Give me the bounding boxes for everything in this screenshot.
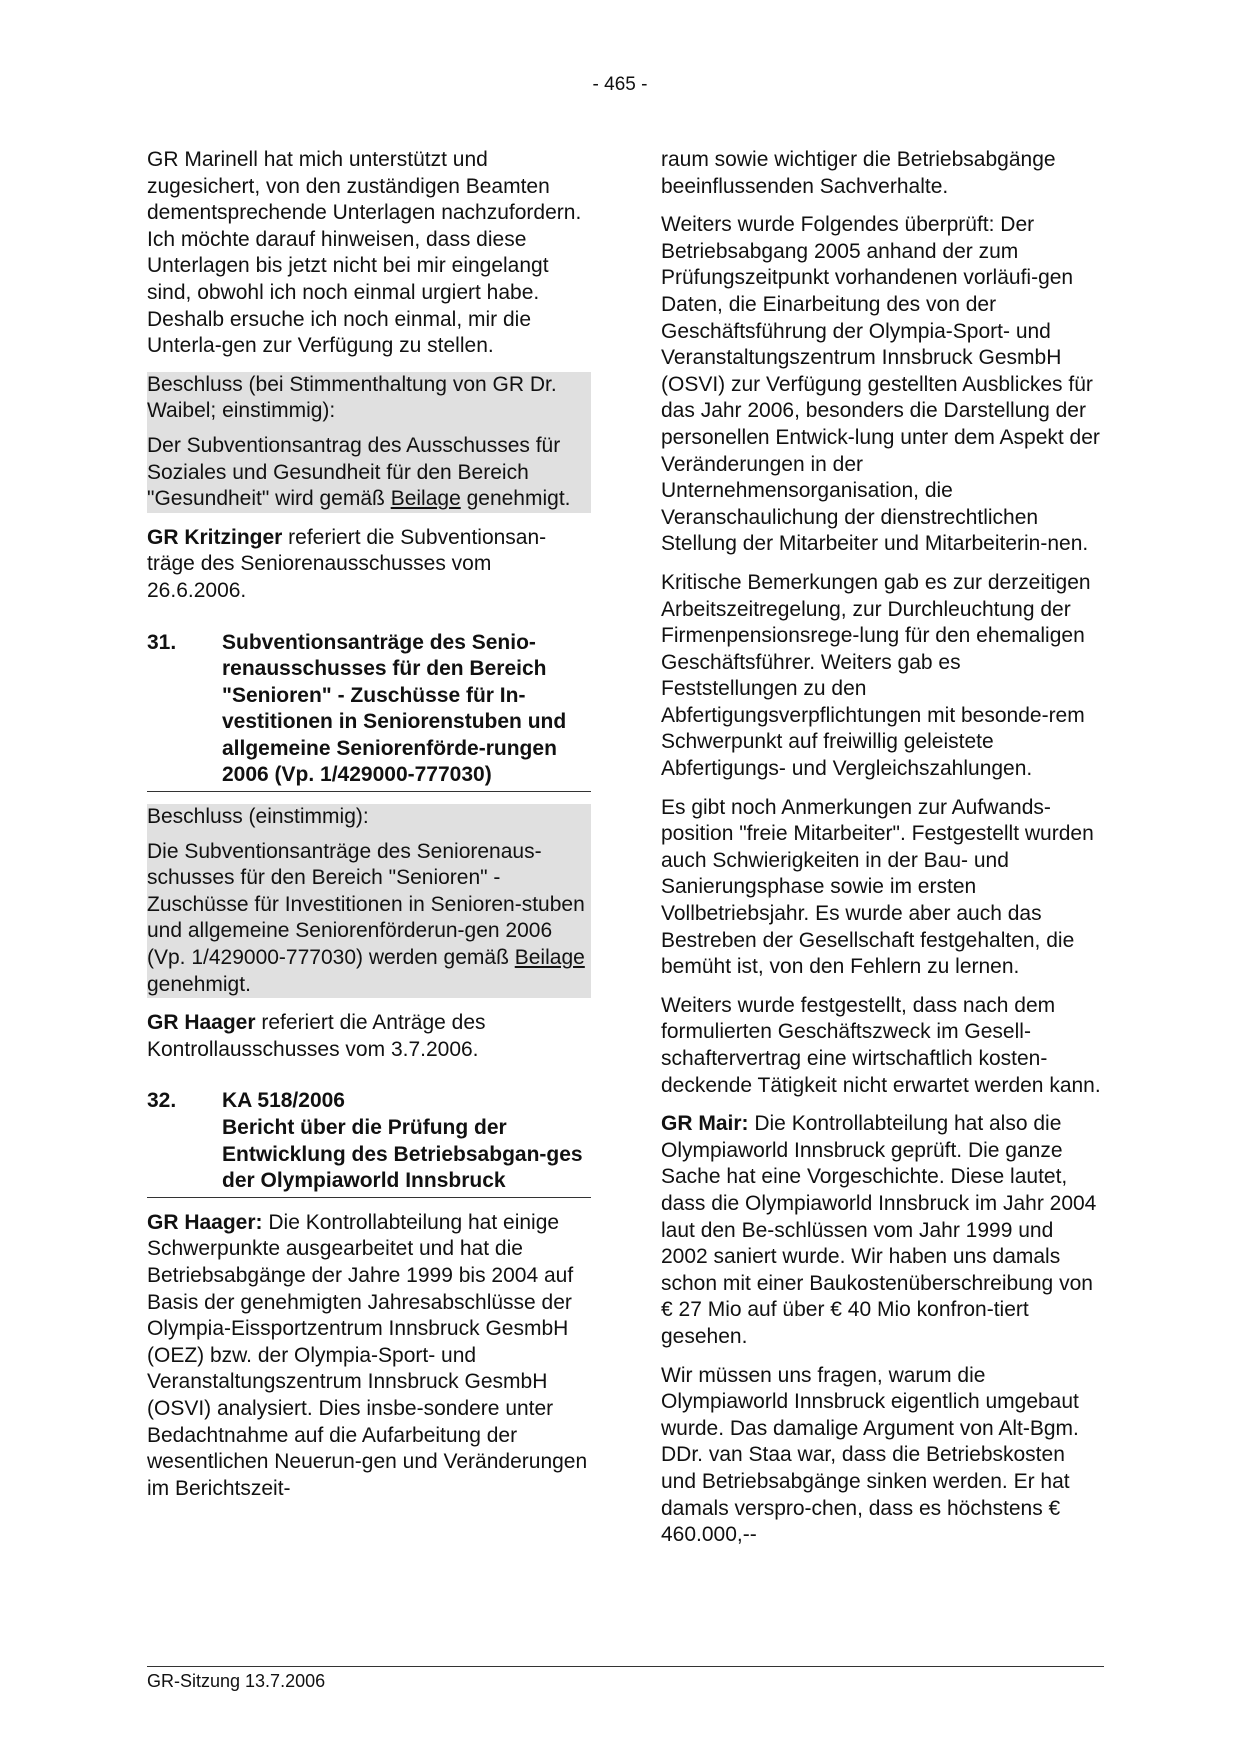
paragraph: GR Haager referiert die Anträge des Kontrollausschusses vom 3.7.2006. bbox=[147, 1011, 486, 1061]
resolution-heading: Beschluss (bei Stimmenthaltung von GR Dr. Waibel; einstimmig): bbox=[147, 372, 557, 423]
agenda-title: Subventionsanträge des Senio-renausschusses für den Bereich "Senioren" - Zuschüsse für In-vestitionen in Seniorenstuben und allgemeine Seniorenförde-rungen 2006 (Vp. 1/429000-777030) bbox=[222, 630, 567, 787]
agenda-number: 31. bbox=[147, 630, 177, 654]
attachment-link[interactable]: Beilage bbox=[390, 487, 461, 511]
agenda-reference: KA 518/2006 bbox=[222, 1089, 345, 1113]
paragraph: GR Marinell hat mich unterstützt und zugesichert, von den zuständigen Beamten dementsprechende Unterlagen nachzufordern. Ich möchte darauf hinweisen, dass diese Unterlagen bis jetzt nicht bei mir eingelangt sind, obwohl ich noch einmal urgiert habe. Deshalb ersuche ich noch einmal, mir die Unterla-gen zur Verfügung zu stellen. bbox=[147, 148, 582, 358]
paragraph: Weiters wurde Folgendes überprüft: Der Betriebsabgang 2005 anhand der zum Prüfungszeitpunkt vorhandenen vorläufi-gen Daten, die Einarbeitung des von der Geschäftsführung der Olympia-Sport- und Veranstaltungszentrum Innsbruck GesmbH (OSVI) zur Verfügung gestellten Ausblickes für das Jahr 2006, besonders die Darstellung der personellen Entwick-lung unter dem Aspekt der Veränderungen in der Unternehmensorganisation, die Veranschaulichung der dienstrechtlichen Stellung der Mitarbeiter und Mitarbeiterin-nen. bbox=[661, 213, 1100, 556]
attachment-link[interactable]: Beilage bbox=[514, 946, 585, 970]
speaker-name: GR Haager bbox=[147, 1011, 256, 1035]
footer-text: GR-Sitzung 13.7.2006 bbox=[147, 1671, 326, 1691]
resolution-box bbox=[147, 372, 591, 513]
left-column bbox=[147, 147, 591, 1514]
paragraph: GR Haager: Die Kontrollabteilung hat einige Schwerpunkte ausgearbeitet und hat die Betriebsabgänge der Jahre 1999 bis 2004 auf Basis der genehmigten Jahresabschlüsse der Olympia-Eissportzentrum Innsbruck GesmbH (OEZ) bzw. der Olympia-Sport- und Veranstaltungszentrum Innsbruck GesmbH (OSVI) analysiert. Dies insbe-sondere unter Bedachtnahme auf die Aufarbeitung der wesentlichen Neuerun-gen und Veränderungen im Berichtszeit- bbox=[147, 1210, 588, 1500]
speaker-name: GR Kritzinger bbox=[147, 525, 283, 549]
resolution-text: Die Subventionsanträge des Seniorenaus-schusses für den Bereich "Senioren" - Zuschüsse für Investitionen in Senioren-stuben und allgemeine Seniorenförderun-gen 2006 (Vp. 1/429000-777030) werden gemäß Beilage genehmigt. bbox=[147, 839, 585, 996]
speaker-name: GR Mair: bbox=[661, 1112, 749, 1136]
agenda-item-32 bbox=[147, 1088, 591, 1197]
agenda-item-31 bbox=[147, 630, 591, 793]
agenda-title-text: Bericht über die Prüfung der Entwicklung des Betriebsabgan-ges der Olympiaworld Innsbruck bbox=[222, 1116, 583, 1193]
resolution-heading: Beschluss (einstimmig): bbox=[147, 805, 369, 829]
resolution-box bbox=[147, 804, 591, 998]
paragraph: GR Kritzinger referiert die Subventionsan-träge des Seniorenausschusses vom 26.6.2006. bbox=[147, 525, 547, 602]
paragraph: GR Mair: Die Kontrollabteilung hat also die Olympiaworld Innsbruck geprüft. Die ganze Sache hat eine Vorgeschichte. Diese lautet, dass die Olympiaworld Innsbruck im Jahr 2004 laut den Be-schlüssen vom Jahr 1999 und 2002 saniert wurde. Wir haben uns damals schon mit einer Baukostenüberschreibung von € 27 Mio auf über € 40 Mio konfron-tiert gesehen. bbox=[661, 1112, 1097, 1348]
agenda-number: 32. bbox=[147, 1089, 177, 1113]
paragraph: raum sowie wichtiger die Betriebsabgänge beeinflussenden Sachverhalte. bbox=[661, 148, 1056, 198]
paragraph: Wir müssen uns fragen, warum die Olympiaworld Innsbruck eigentlich umgebaut wurde. Das damalige Argument von Alt-Bgm. DDr. van Staa war, dass die Betriebskosten und Betriebsabgänge sinken werden. Er hat damals verspro-chen, dass es höchstens € 460.000,-- bbox=[661, 1363, 1079, 1547]
agenda-title bbox=[222, 1088, 591, 1194]
speaker-name: GR Haager: bbox=[147, 1210, 263, 1234]
paragraph: Kritische Bemerkungen gab es zur derzeitigen Arbeitszeitregelung, zur Durchleuchtung der Firmenpensionsrege-lung für den ehemaligen Geschäftsführer. Weiters gab es Feststellungen zu den Abfertigungsverpflichtungen mit besonde-rem Schwerpunkt auf freiwillig geleistete Abfertigungs- und Vergleichszahlungen. bbox=[661, 570, 1091, 781]
paragraph: Weiters wurde festgestellt, dass nach dem formulierten Geschäftszweck im Gesell-schaftervertrag eine wirtschaftlich kosten-deckende Tätigkeit nicht erwartet werden kann. bbox=[661, 993, 1101, 1097]
resolution-text: Der Subventionsantrag des Ausschusses für Soziales und Gesundheit für den Bereich "Gesundheit" wird gemäß Beilage genehmigt. bbox=[147, 433, 571, 511]
footer-rule bbox=[147, 1666, 1104, 1667]
page-number: - 465 - bbox=[592, 74, 648, 95]
right-column bbox=[661, 147, 1101, 1561]
paragraph: Es gibt noch Anmerkungen zur Aufwands-position "freie Mitarbeiter". Festgestellt wurden auch Schwierigkeiten in der Bau- und Sanierungsphase sowie im ersten Vollbetriebsjahr. Es wurde aber auch das Bestreben der Gesellschaft festgehalten, die bemüht ist, von den Fehlern zu lernen. bbox=[661, 795, 1094, 979]
